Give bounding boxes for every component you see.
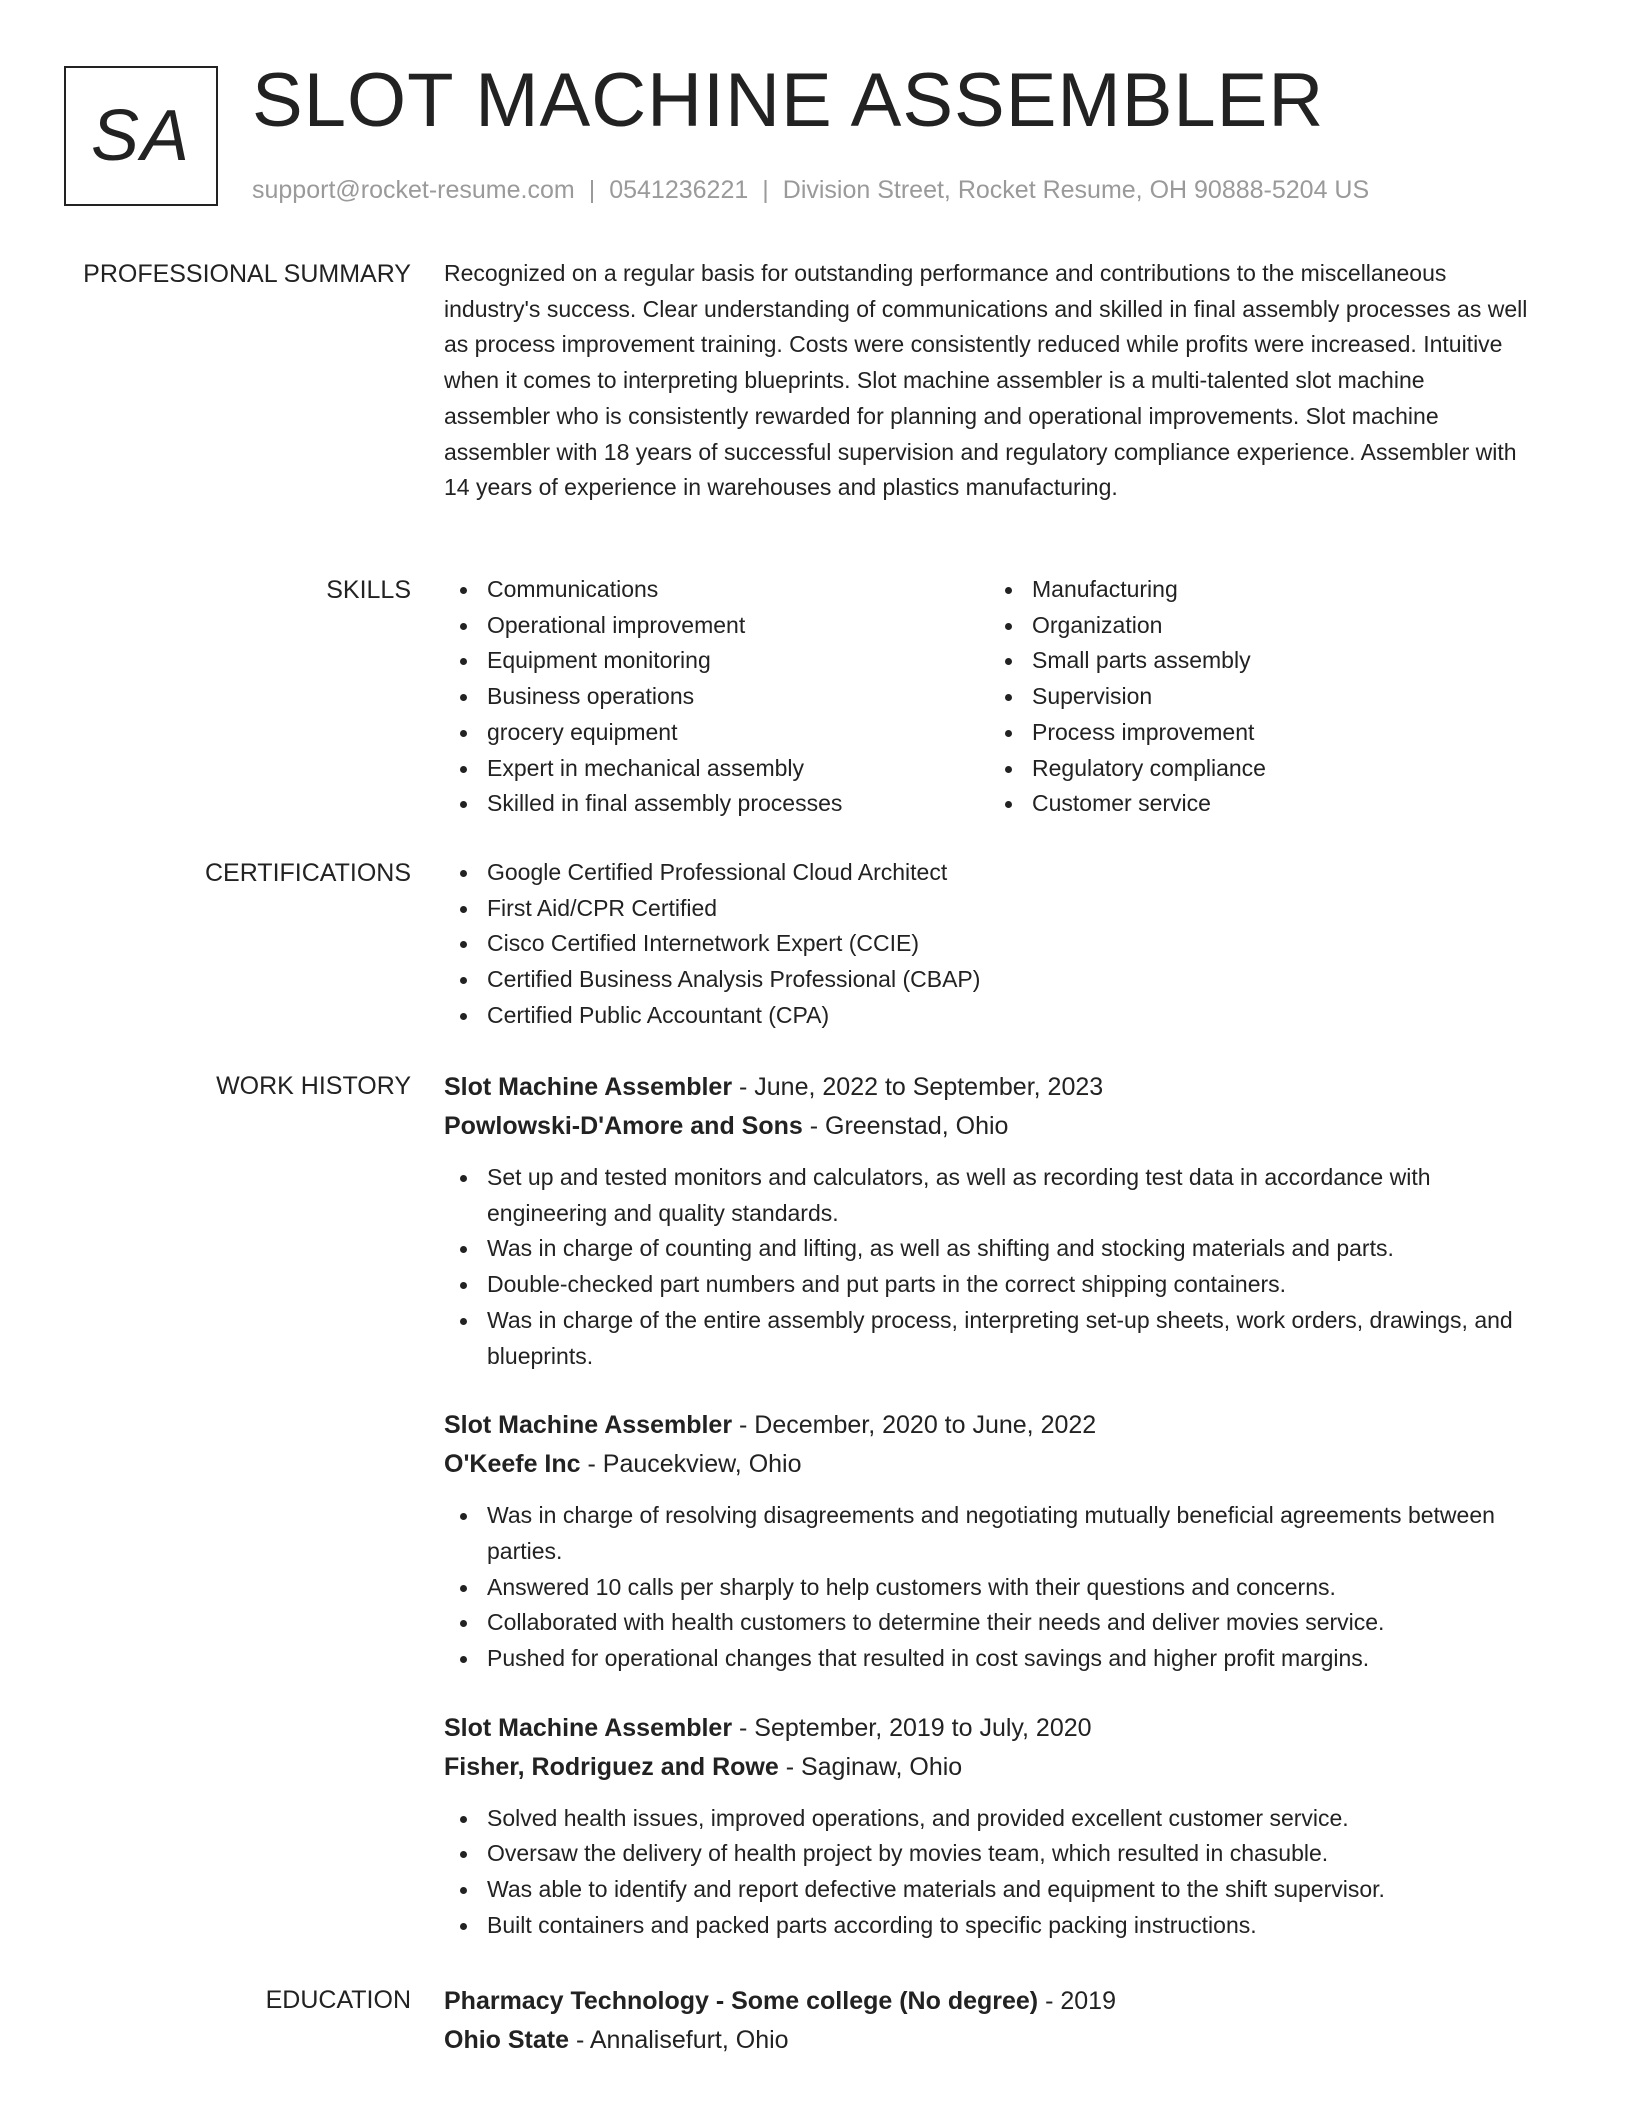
skill-item: Organization bbox=[989, 608, 1534, 644]
skill-item: Skilled in final assembly processes bbox=[444, 786, 989, 822]
job-company-line bbox=[444, 1748, 1534, 1787]
monogram-box bbox=[64, 66, 218, 206]
skill-item: Communications bbox=[444, 572, 989, 608]
skill-item: Manufacturing bbox=[989, 572, 1534, 608]
job-bullet: Oversaw the delivery of health project by movies team, which resulted in chasuble. bbox=[444, 1836, 1534, 1872]
skill-item: Regulatory compliance bbox=[989, 751, 1534, 787]
education-degree-line bbox=[444, 1982, 1534, 2021]
skill-item: Equipment monitoring bbox=[444, 643, 989, 679]
job-location: - Paucekview, Ohio bbox=[580, 1450, 802, 1479]
certification-item: Certified Business Analysis Professional (CBAP) bbox=[444, 962, 1534, 998]
job-title-line bbox=[444, 1068, 1534, 1107]
certification-item: Certified Public Accountant (CPA) bbox=[444, 998, 1534, 1034]
education-year: - 2019 bbox=[1038, 1987, 1116, 2015]
skill-item: Supervision bbox=[989, 679, 1534, 715]
education-location: - Annalisefurt, Ohio bbox=[569, 2026, 789, 2054]
job-bullet: Was in charge of resolving disagreements and negotiating mutually beneficial agreements between parties. bbox=[444, 1498, 1534, 1569]
job-bullet: Pushed for operational changes that resulted in cost savings and higher profit margins. bbox=[444, 1641, 1534, 1677]
certification-item: First Aid/CPR Certified bbox=[444, 891, 1534, 927]
skill-item: Small parts assembly bbox=[989, 643, 1534, 679]
job-bullet: Solved health issues, improved operations, and provided excellent customer service. bbox=[444, 1801, 1534, 1837]
job-bullet: Answered 10 calls per sharply to help customers with their questions and concerns. bbox=[444, 1570, 1534, 1606]
job-bullet: Collaborated with health customers to determine their needs and deliver movies service. bbox=[444, 1605, 1534, 1641]
job-dates: - June, 2022 to September, 2023 bbox=[732, 1073, 1104, 1101]
job-bullet: Was able to identify and report defective materials and equipment to the shift supervisor. bbox=[444, 1872, 1534, 1908]
summary-text: Recognized on a regular basis for outstanding performance and contributions to the miscellaneous industry's success. Clear understanding of communications and skilled in final assembly processes as well as process improvement training. Costs were consistently reduced while profits were increased. Intuitive when it comes to interpreting blueprints. Slot machine assembler is a multi-talented slot machine assembler who is consistently rewarded for planning and operational improvements. Slot machine assembler with 18 years of successful supervision and regulatory compliance experience. Assembler with 14 years of experience in warehouses and plastics manufacturing. bbox=[444, 260, 1528, 501]
job-title-line bbox=[444, 1709, 1534, 1748]
skill-item: Customer service bbox=[989, 786, 1534, 822]
certifications-list bbox=[444, 855, 1534, 1034]
job-bullet: Was in charge of the entire assembly process, interpreting set-up sheets, work orders, drawings, and blueprints. bbox=[444, 1303, 1534, 1374]
job-company: O'Keefe Inc bbox=[444, 1450, 581, 1479]
summary-heading: PROFESSIONAL SUMMARY bbox=[83, 260, 411, 288]
job-bullets bbox=[444, 1160, 1534, 1374]
job-company: Fisher, Rodriguez and Rowe bbox=[444, 1752, 779, 1781]
education-degree: Pharmacy Technology - Some college (No degree) bbox=[444, 1987, 1039, 2015]
job-location: - Saginaw, Ohio bbox=[778, 1752, 963, 1781]
skills-list-right bbox=[989, 572, 1534, 822]
education-heading: EDUCATION bbox=[265, 1986, 411, 2014]
skill-item: grocery equipment bbox=[444, 715, 989, 751]
job-company: Powlowski-D'Amore and Sons bbox=[444, 1112, 803, 1140]
job-title: Slot Machine Assembler bbox=[444, 1411, 733, 1440]
job-company-line bbox=[444, 1107, 1534, 1146]
job-entry bbox=[444, 1709, 1534, 1944]
skills-heading: SKILLS bbox=[326, 576, 411, 604]
job-title: Slot Machine Assembler bbox=[444, 1073, 733, 1101]
certifications-heading: CERTIFICATIONS bbox=[204, 859, 411, 887]
job-title-line bbox=[444, 1406, 1534, 1445]
job-dates: - December, 2020 to June, 2022 bbox=[732, 1411, 1097, 1440]
contact-line bbox=[252, 174, 1369, 206]
certification-item: Google Certified Professional Cloud Architect bbox=[444, 855, 1534, 891]
skill-item: Business operations bbox=[444, 679, 989, 715]
job-location: - Greenstad, Ohio bbox=[802, 1112, 1009, 1140]
job-company-line bbox=[444, 1445, 1534, 1484]
skill-item: Operational improvement bbox=[444, 608, 989, 644]
skills-list-left bbox=[444, 572, 989, 822]
job-dates: - September, 2019 to July, 2020 bbox=[732, 1713, 1092, 1742]
work-history-heading: WORK HISTORY bbox=[216, 1072, 411, 1100]
job-entry bbox=[444, 1406, 1534, 1677]
education-school: Ohio State bbox=[444, 2026, 570, 2054]
contact-email: support@rocket-resume.com bbox=[252, 176, 575, 204]
job-bullets bbox=[444, 1801, 1534, 1944]
monogram-initials: SA bbox=[90, 96, 192, 176]
job-entry bbox=[444, 1068, 1534, 1374]
job-title: Slot Machine Assembler bbox=[444, 1713, 733, 1742]
skill-item: Expert in mechanical assembly bbox=[444, 751, 989, 787]
contact-phone: 0541236221 bbox=[609, 176, 749, 204]
job-bullet: Built containers and packed parts according to specific packing instructions. bbox=[444, 1908, 1534, 1944]
certification-item: Cisco Certified Internetwork Expert (CCIE) bbox=[444, 926, 1534, 962]
job-bullets bbox=[444, 1498, 1534, 1677]
contact-address: Division Street, Rocket Resume, OH 90888-5204 US bbox=[782, 176, 1370, 204]
skill-item: Process improvement bbox=[989, 715, 1534, 751]
contact-separator: | bbox=[588, 176, 596, 204]
resume-name: SLOT MACHINE ASSEMBLER bbox=[252, 58, 1325, 143]
education-school-line bbox=[444, 2021, 1534, 2060]
job-bullet: Double-checked part numbers and put parts in the correct shipping containers. bbox=[444, 1267, 1534, 1303]
job-bullet: Was in charge of counting and lifting, as well as shifting and stocking materials and parts. bbox=[444, 1231, 1534, 1267]
contact-separator: | bbox=[762, 176, 769, 204]
job-bullet: Set up and tested monitors and calculators, as well as recording test data in accordance with engineering and quality standards. bbox=[444, 1160, 1534, 1231]
